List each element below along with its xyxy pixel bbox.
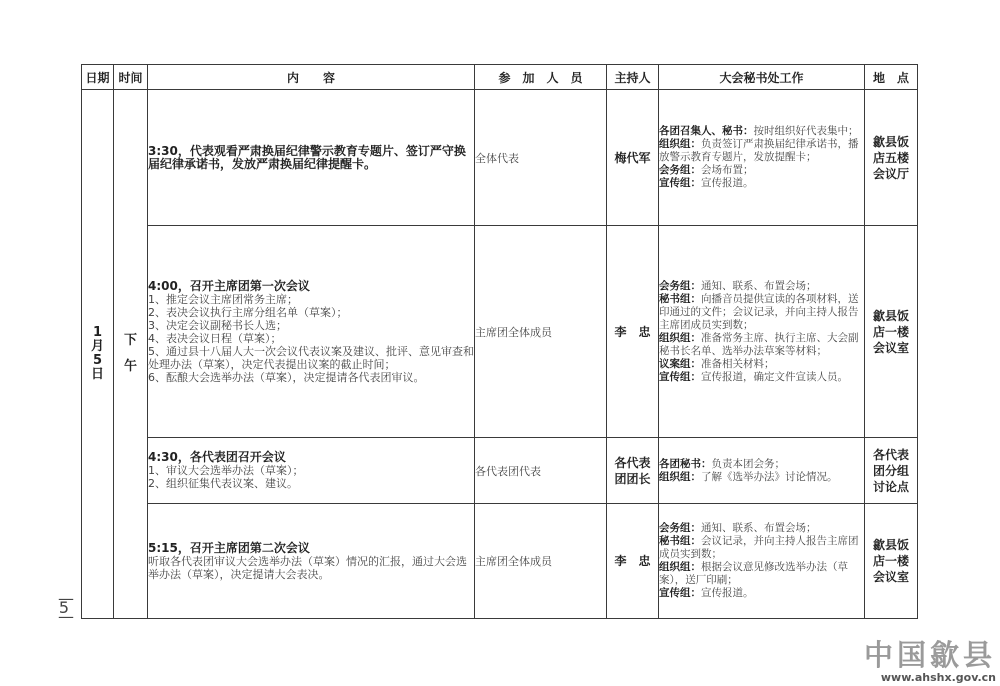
agenda-title: 4:30，各代表团召开会议 (148, 450, 286, 464)
table-row (82, 226, 918, 438)
content-cell (148, 90, 475, 226)
table-row (82, 504, 918, 619)
watermark-url: www.ahshx.gov.cn (880, 671, 996, 684)
date-cell (82, 90, 114, 619)
host-text: 各代表团团长 (614, 455, 651, 486)
task-line: 会务组：通知、联系、布置会场； (659, 279, 817, 292)
header-date: 日期 (82, 65, 114, 90)
place-text: 歙县饭店一楼会议室 (872, 538, 909, 584)
task-line: 宣传组：宣传报道。 (659, 587, 754, 599)
participants-cell: 主席团全体成员 (475, 226, 607, 438)
task-line: 组织组：根据会议意见修改选举办法（草案），送厂印刷； (659, 561, 848, 586)
table-row (82, 438, 918, 504)
agenda-item: 2、表决会议执行主席分组名单（草案）； (148, 305, 348, 319)
watermark-logo: 中国歙县 (863, 638, 996, 672)
place-cell (865, 504, 918, 619)
date-text: 1月5日 (90, 325, 104, 382)
agenda-item: 3、决定会议副秘书长人选； (148, 318, 287, 332)
secretariat-cell (659, 504, 865, 619)
host-cell: 李 忠 (607, 504, 659, 619)
participants-cell: 各代表团代表 (475, 438, 607, 504)
header-row (82, 65, 918, 90)
agenda-item: 1、审议大会选举办法（草案）； (148, 464, 304, 477)
agenda-item: 1、推定会议主席团常务主席； (148, 292, 298, 306)
participants-cell: 全体代表 (475, 90, 607, 226)
place-cell (865, 438, 918, 504)
agenda-item: 5、通过县十八届人大一次会议代表议案及建议、批评、意见审查和处理办法（草案），决定代表提出议案的截止时间； (148, 344, 474, 371)
content-cell (148, 504, 475, 619)
header-secretariat: 大会秘书处工作 (659, 65, 865, 90)
task-line: 会务组：会场布置； (659, 164, 754, 176)
place-text: 各代表团分组讨论点 (872, 447, 909, 494)
agenda-title: 5:15，召开主席团第二次会议 (148, 540, 310, 555)
agenda-title: 3:30，代表观看严肃换届纪律警示教育专题片、签订严守换届纪律承诺书，发放严肃换届纪律提醒卡。 (148, 143, 466, 171)
agenda-item: 6、酝酿大会选举办法（草案），决定提请各代表团审议。 (148, 370, 425, 384)
agenda-item: 2、组织征集代表议案、建议。 (148, 477, 298, 490)
participants-cell: 主席团全体成员 (475, 504, 607, 619)
secretariat-cell (659, 226, 865, 438)
site-watermark (864, 639, 996, 684)
place-cell (865, 90, 918, 226)
task-line: 各团秘书：负责本团会务； (659, 457, 785, 470)
header-participants: 参 加 人 员 (475, 65, 607, 90)
task-line: 会务组：通知、联系、布置会场； (659, 522, 817, 534)
secretariat-cell (659, 90, 865, 226)
secretariat-cell (659, 438, 865, 504)
agenda-item: 4、表决会议日程（草案）； (148, 331, 282, 345)
host-cell: 李 忠 (607, 226, 659, 438)
time-cell (114, 90, 148, 619)
task-line: 宣传组：宣传报道。 (659, 177, 754, 189)
host-cell (607, 438, 659, 504)
place-cell (865, 226, 918, 438)
page-number: — 5 — (58, 589, 74, 626)
task-line: 议案组：准备相关材料； (659, 357, 775, 370)
task-line: 秘书组：向播音员提供宣读的各项材料，送印通过的文件；会议记录，并向主持人报告主席团成员实到数； (659, 292, 859, 331)
task-line: 组织组：了解《选举办法》讨论情况。 (659, 470, 838, 483)
place-text: 歙县饭店五楼会议厅 (872, 134, 909, 181)
header-place: 地 点 (865, 65, 918, 90)
task-line: 组织组：准备常务主席、执行主席、大会副秘书长名单、选举办法草案等材料； (659, 331, 859, 357)
content-cell (148, 226, 475, 438)
header-content: 内 容 (148, 65, 475, 90)
agenda-item: 听取各代表团审议大会选举办法（草案）情况的汇报，通过大会选举办法（草案），决定提请大会表决。 (148, 554, 467, 581)
agenda-title: 4:00，召开主席团第一次会议 (148, 278, 310, 293)
header-time: 时间 (114, 65, 148, 90)
task-line: 各团召集人、秘书：按时组织好代表集中； (659, 125, 859, 137)
task-line: 宣传组：宣传报道，确定文件宣读人员。 (659, 370, 848, 383)
host-cell: 梅代军 (607, 90, 659, 226)
content-cell (148, 438, 475, 504)
schedule-table (81, 64, 918, 619)
task-line: 组织组：负责签订严肃换届纪律承诺书，播放警示教育专题片，发放提醒卡； (659, 138, 859, 163)
task-line: 秘书组：会议记录，并向主持人报告主席团成员实到数； (659, 535, 859, 560)
header-host: 主持人 (607, 65, 659, 90)
place-text: 歙县饭店一楼会议室 (872, 308, 909, 355)
table-row (82, 90, 918, 226)
period-text: 下午 (123, 333, 137, 374)
